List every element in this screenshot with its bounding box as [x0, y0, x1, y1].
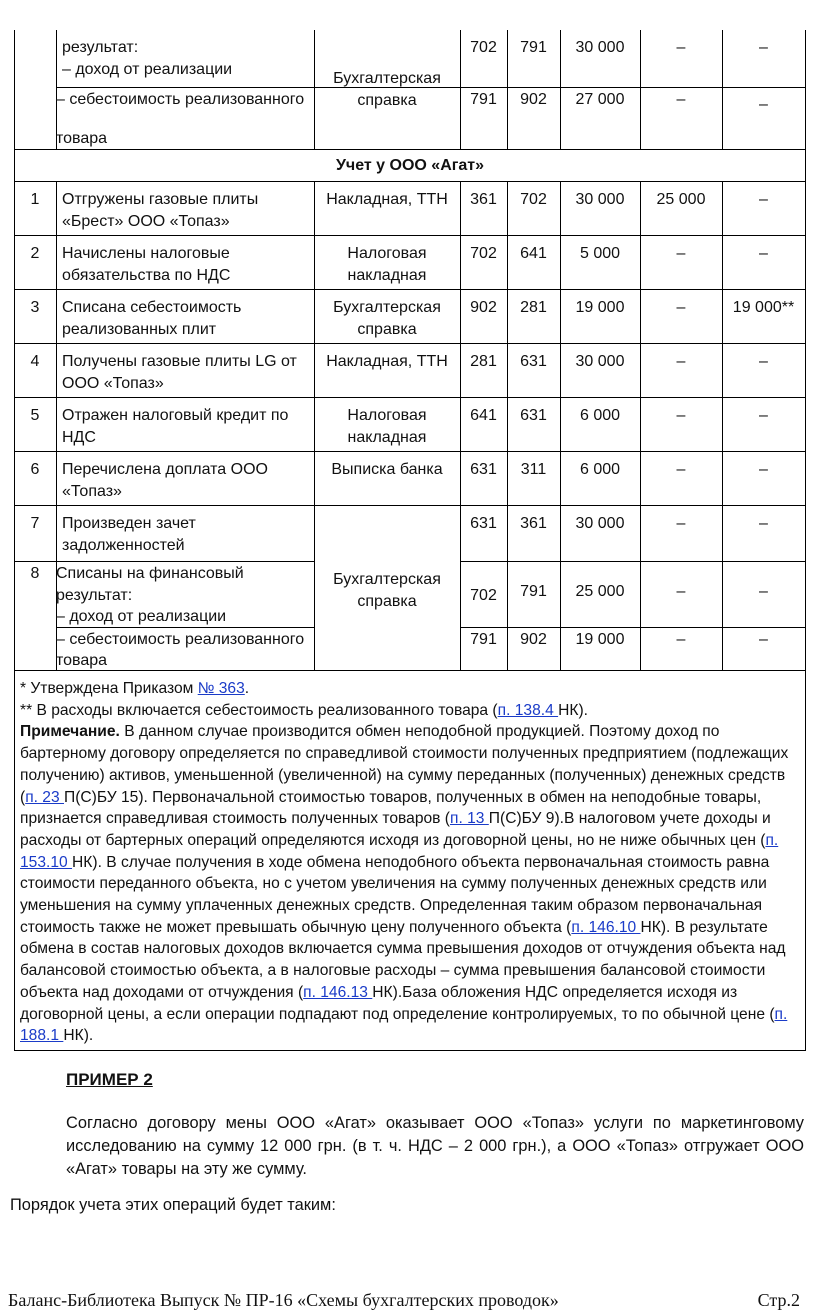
row-debit: 631 [470, 461, 497, 478]
row-desc-line2: НДС [62, 429, 96, 446]
row-num: 6 [30, 461, 40, 478]
row-doc-line1: Накладная, ТТН [326, 353, 448, 370]
row-b-desc-line1: – себестоимость реализованного [56, 91, 305, 108]
row-a-desc-line2: – доход от реализации [62, 61, 233, 78]
row-c6: – [676, 407, 686, 424]
row-8-desc-line1: Списаны на финансовый [56, 565, 244, 582]
row-8-num: 8 [30, 565, 40, 582]
nk-188-1-link[interactable]: п. 188.1 [20, 1005, 788, 1045]
row-sum: 6 000 [579, 407, 621, 424]
row-8-desc-line2: результат: [56, 587, 133, 604]
row-num: 1 [30, 191, 40, 208]
row-8-sub-col7: – [759, 631, 768, 648]
row-credit: 281 [520, 299, 547, 316]
nk-146-13-link[interactable]: п. 146.13 [303, 983, 373, 1001]
row-credit: 702 [520, 191, 547, 208]
row-8-credit: 791 [520, 583, 547, 600]
row-8-sub-col6: – [676, 631, 686, 648]
row-sum: 5 000 [579, 245, 621, 262]
row-b-desc-line2: товара [56, 130, 108, 147]
row-num: 4 [30, 353, 40, 370]
row-c7: – [759, 245, 768, 262]
example-paragraph: Согласно договору мены ООО «Агат» оказывает ООО «Топаз» услуги по маркетинговому исследованию на сумму 12 000 грн. (в т. ч. НДС – 2 000 грн.), а ООО «Топаз» отгружает ООО «Агат» товары на эту же сумму. [66, 1114, 804, 1178]
row-sum: 6 000 [579, 461, 621, 478]
row-credit: 641 [520, 245, 547, 262]
note-remark: Примечание. В данном случае производится обмен неподобной продукцией. Поэтому доход по бартерному договору определяется по справедливой стоимости полученных предприятием (подлежащих получению) активов, уменьшенной (увеличенной) на сумму переданных (полученных) денежных средств (п. 23 П(С)БУ 15). Первоначальной стоимостью товаров, полученных в обмен на неподобные товары, признается справедливая стоимость полученных товаров (п. 13 П(С)БУ 9).В налоговом учете доходы и расходы от бартерных операций определяются исходя из договорной цены, но не ниже обычных цен (п. 153.10 НК). В случае получения в ходе обмена неподобного объекта первоначальная стоимость равна стоимости переданного объекта, но с учетом увеличения на сумму полученных денежных средств или уменьшения на сумму уплаченных денежных средств. Определенная таким образом первоначальная стоимость также не может превышать обычную цену полученного объекта (п. 146.10 НК). В результате обмена в состав налоговых доходов включается сумма превышения доходов от отчуждения объекта над балансовой стоимостью объекта, а в налоговые расходы – сумма превышения балансовой стоимости объекта над доходами от отчуждения (п. 146.13 НК).База обложения НДС определяется исходя из договорной цены, а если операции подпадают под определение контролируемых, то по обычной цене (п. 188.1 НК). [20, 723, 789, 1045]
row-8-col6: – [676, 583, 686, 600]
row-doc-line2: справка [357, 321, 417, 338]
row-7-col6: – [676, 515, 686, 532]
row-c6: – [676, 299, 686, 316]
row-desc-line2: «Брест» ООО «Топаз» [62, 213, 230, 230]
row-desc-line1: Отражен налоговый кредит по [62, 407, 289, 424]
row-desc-line1: Получены газовые плиты LG от [62, 353, 297, 370]
row-credit: 311 [520, 461, 547, 478]
row-b-sum: 27 000 [575, 91, 625, 108]
row-num: 5 [30, 407, 40, 424]
row-8-sum: 25 000 [575, 583, 625, 600]
row-7-debit: 631 [470, 515, 497, 532]
table-notes [20, 678, 795, 1047]
row-c6: 25 000 [656, 191, 706, 208]
row-b-col6: – [676, 91, 686, 108]
row-a-sum: 30 000 [575, 39, 625, 56]
order-363-link[interactable]: № 363 [197, 680, 245, 697]
row-doc-line1: Бухгалтерская [333, 299, 441, 316]
row-a-col7: – [759, 39, 768, 56]
row-a-debit: 702 [470, 39, 497, 56]
order-paragraph: Порядок учета этих операций будет таким: [10, 1196, 336, 1214]
section-title: Учет у ООО «Агат» [335, 157, 485, 174]
row-doc-line2: накладная [347, 429, 427, 446]
row-8-sub-debit: 791 [470, 631, 497, 648]
row-a-desc-line1: результат: [62, 39, 139, 56]
row-c7: 19 000** [732, 299, 795, 316]
row-desc-line1: Перечислена доплата ООО [62, 461, 268, 478]
row-8-sub-desc-line2: товара [56, 652, 108, 669]
row-doc-line1: Налоговая [347, 407, 427, 424]
row-num: 2 [30, 245, 40, 262]
row-c6: – [676, 245, 686, 262]
row-7-credit: 361 [520, 515, 547, 532]
example-heading: ПРИМЕР 2 [66, 1070, 153, 1089]
row-debit: 702 [470, 245, 497, 262]
nk-146-10-link[interactable]: п. 146.10 [571, 918, 641, 936]
row-a-doc: Бухгалтерская справка [333, 70, 441, 109]
row-c6: – [676, 461, 686, 478]
row-doc-line1: Выписка банка [331, 461, 443, 478]
row-a-col6: – [676, 39, 686, 56]
row-desc-line2: реализованных плит [62, 321, 217, 338]
row-b-credit: 902 [520, 91, 547, 108]
row-7-col7: – [759, 515, 768, 532]
row-desc-line1: Отгружены газовые плиты [62, 191, 259, 208]
row-c7: – [759, 407, 768, 424]
row-b-debit: 791 [470, 91, 497, 108]
psbu9-p13-link[interactable]: п. 13 [450, 810, 489, 828]
note-1: * Утверждена Приказом № 363. [20, 680, 250, 697]
row-credit: 631 [520, 407, 547, 424]
row-7-desc-line1: Произведен зачет [62, 515, 196, 532]
row-sum: 30 000 [575, 191, 625, 208]
row-7-num: 7 [30, 515, 40, 532]
row-8-sub-desc-line1: – себестоимость реализованного [56, 631, 305, 648]
row-desc-line2: «Топаз» [62, 483, 122, 500]
row-c6: – [676, 353, 686, 370]
row-8-sub-sum: 19 000 [575, 631, 625, 648]
row-doc-line1: Накладная, ТТН [326, 191, 448, 208]
row-credit: 631 [520, 353, 547, 370]
rows-7-8-doc-line1: Бухгалтерская [333, 571, 441, 588]
row-b-col7: – [759, 96, 768, 113]
nk-153-10-link[interactable]: п. 153.10 [20, 831, 779, 871]
row-doc-line2: накладная [347, 267, 427, 284]
row-doc-line1: Налоговая [347, 245, 427, 262]
row-desc-line2: обязательства по НДС [62, 267, 231, 284]
row-sum: 30 000 [575, 353, 625, 370]
row-desc-line1: Списана себестоимость [62, 299, 242, 316]
row-c7: – [759, 353, 768, 370]
row-7-desc-line2: задолженностей [62, 537, 185, 554]
row-num: 3 [30, 299, 40, 316]
footer-publication: Баланс-Библиотека Выпуск № ПР-16 «Схемы бухгалтерских проводок» [8, 1290, 559, 1310]
remark-label: Примечание. [20, 723, 120, 741]
row-8-col7: – [759, 583, 768, 600]
row-debit: 361 [470, 191, 497, 208]
rows-7-8-doc-line2: справка [357, 593, 417, 610]
row-debit: 902 [470, 299, 497, 316]
row-sum: 19 000 [575, 299, 625, 316]
row-a-credit: 791 [520, 39, 547, 56]
footer-page-number: Стр.2 [757, 1290, 800, 1310]
row-7-sum: 30 000 [575, 515, 625, 532]
psbu15-p23-link[interactable]: п. 23 [25, 788, 64, 806]
row-debit: 281 [470, 353, 497, 370]
nk-138-4-link[interactable]: п. 138.4 [497, 701, 559, 719]
row-c7: – [759, 461, 768, 478]
note-2: ** В расходы включается себестоимость реализованного товара (п. 138.4 НК). [20, 701, 588, 719]
row-debit: 641 [470, 407, 497, 424]
row-8-debit: 702 [470, 587, 497, 604]
row-c7: – [759, 191, 768, 208]
row-desc-line2: ООО «Топаз» [62, 375, 164, 392]
row-desc-line1: Начислены налоговые [62, 245, 230, 262]
row-8-desc-line3: – доход от реализации [56, 608, 227, 625]
row-8-sub-credit: 902 [520, 631, 547, 648]
